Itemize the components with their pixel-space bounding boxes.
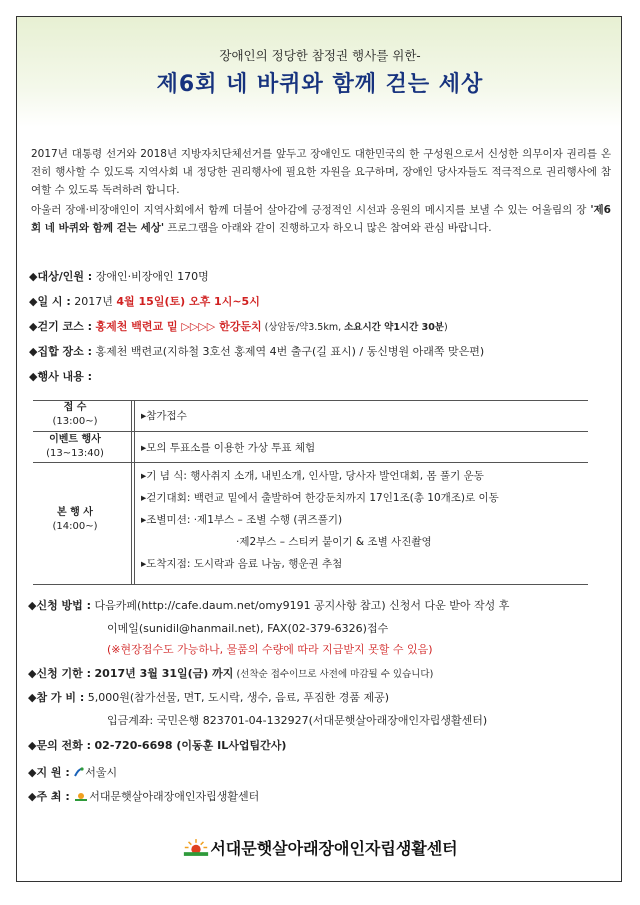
event-content-label: ◆행사 내용 :	[29, 370, 93, 383]
schedule-item: ▸참가접수	[141, 410, 187, 422]
schedule-item: ▸기 념 식: 행사취지 소개, 내빈소개, 인사말, 당사자 발언대회, 몸 풀기 운동	[141, 470, 484, 482]
schedule-row-reception: 접 수 (13:00~)	[52, 402, 98, 427]
sun-logo-icon	[182, 838, 210, 857]
contact-row: ◆문의 전화 : 02-720-6698 (이동훈 IL사업팀간사)	[28, 739, 287, 752]
target-row: ◆대상/인원 : 장애인·비장애인 170명	[29, 270, 209, 283]
schedule-item: ▸도착지점: 도시락과 음료 나눔, 행운권 추첨	[141, 558, 343, 570]
schedule-item: ▸걷기대회: 백련교 밑에서 출발하여 한강둔치까지 17인1조(총 10개조)로 이동	[141, 492, 499, 504]
poster-title: 제6회 네 바퀴와 함께 걷는 세상	[156, 72, 484, 97]
schedule-row-event: 이벤트 행사 (13~13:40)	[46, 434, 104, 459]
host-row: ◆주 최 : 서대문햇살아래장애인자립생활센터	[28, 790, 260, 803]
table-divider	[131, 401, 132, 584]
poster-subtitle: 장애인의 정당한 참정권 행사를 위한-	[219, 48, 421, 63]
walk-course-row: ◆걷기 코스 : 홍제천 백련교 밑 ▷▷▷▷ 한강둔치 (상암동/약3.5km, 소요시간 약1시간 30분)	[29, 320, 448, 333]
table-divider	[134, 401, 135, 584]
table-row-divider	[33, 431, 588, 432]
schedule-item: ·제2부스 – 스티커 붙이기 & 조별 사진촬영	[236, 536, 432, 548]
table-row-divider	[33, 462, 588, 463]
schedule-table	[33, 400, 588, 585]
support-row: ◆지 원 : 서울시	[28, 766, 118, 779]
date-row: ◆일 시 : 2017년 4월 15일(토) 오후 1시~5시	[29, 295, 260, 308]
schedule-item: ▸조별미션: ·제1부스 – 조별 수행 (퀴즈풀기)	[141, 514, 343, 526]
apply-method-line-2: 이메일(sunidil@hanmail.net), FAX(02-379-6326)접수	[107, 622, 389, 635]
intro-paragraph-1: 2017년 대통령 선거와 2018년 지방자치단체선거를 앞두고 장애인도 대한민국의 한 구성원으로서 신성한 의무이자 권리를 온전히 행사할 수 있도록 지역사회 내 정당한 권리행사에 필요한 자원을 요구하며, 장애인 당사자들도 적극적으로 권리행사에 참여할 수 있도록 독려하려 합니다.	[31, 148, 611, 196]
seoul-logo-icon	[73, 766, 85, 778]
account-row: 입금계좌: 국민은행 823701-04-132927(서대문햇살아래장애인자립생활센터)	[107, 714, 488, 727]
meeting-place-row: ◆집합 장소 : 홍제천 백련교(지하철 3호선 홍제역 4번 출구(길 표시) / 동신병원 아래쪽 맞은편)	[29, 345, 485, 358]
schedule-item: ▸모의 투표소를 이용한 가상 투표 체험	[141, 442, 316, 454]
fee-row: ◆참 가 비 : 5,000원(참가선물, 면T, 도시락, 생수, 음료, 푸짐한 경품 제공)	[28, 691, 390, 704]
intro-paragraph-2: 아울러 장애·비장애인이 지역사회에서 함께 더불어 살아감에 긍정적인 시선과 응원의 메시지를 보낼 수 있는 어울림의 장 '제6회 네 바퀴와 함께 걷는 세상' 프로그램을 아래와 같이 진행하고자 하오니 많은 참여와 관심 바랍니다.	[31, 204, 611, 234]
apply-deadline-row: ◆신청 기한 : 2017년 3월 31일(금) 까지 (선착순 접수이므로 사전에 마감될 수 있습니다)	[28, 667, 434, 680]
sun-logo-icon	[73, 790, 89, 802]
schedule-row-main: 본 행 사 (14:00~)	[52, 507, 98, 532]
apply-method-row: ◆신청 방법 : 다음카페(http://cafe.daum.net/omy9191 공지사항 참고) 신청서 다운 받아 작성 후	[28, 599, 510, 612]
footer-organization: 서대문햇살아래장애인자립생활센터	[0, 836, 640, 859]
apply-method-note: (※현장접수도 가능하나, 물품의 수량에 따라 지급받지 못할 수 있음)	[107, 643, 433, 656]
